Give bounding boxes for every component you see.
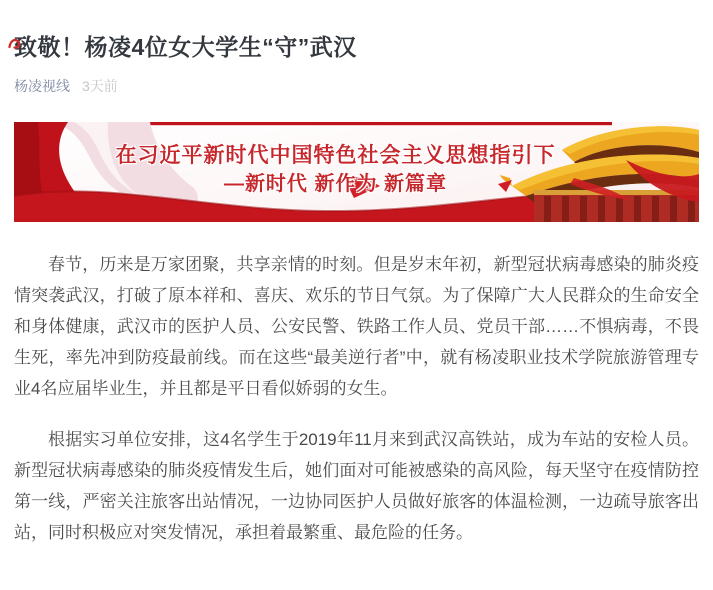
article-paragraph-2: 根据实习单位安排，这4名学生于2019年11月来到武汉高铁站，成为车站的安检人员。新型冠状病毒感染的肺炎疫情发生后，她们面对可能被感染的高风险，每天坚守在疫情防控第一线，严密关注旅客出站情况，一边协同医护人员做好旅客的体温检测，一边疏导旅客出站，同时积极应对突发情况，承担着最繁重、最危险的任务。 bbox=[14, 430, 699, 542]
banner-slogan bbox=[84, 141, 587, 198]
red-scribble-mark bbox=[8, 37, 25, 51]
article-timestamp: 3天前 bbox=[82, 78, 118, 94]
banner-slogan-line1: 在习近平新时代中国特色社会主义思想指引下 bbox=[115, 144, 556, 167]
banner-slogan-line2: —新时代 新作为 新篇章 bbox=[223, 173, 448, 195]
article-source-link[interactable]: 杨凌视线 bbox=[14, 78, 70, 94]
banner-image bbox=[14, 122, 699, 222]
article-paragraph-1: 春节，历来是万家团聚，共享亲情的时刻。但是岁末年初，新型冠状病毒感染的肺炎疫情突袭武汉，打破了原本祥和、喜庆、欢乐的节日气氛。为了保障广大人民群众的生命安全和身体健康，武汉市的医护人员、公安民警、铁路工作人员、党员干部……不惧病毒，不畏生死，率先冲到防疫最前线。而在这些“最美逆行者”中，就有杨凌职业技术学院旅游管理专业4名应届毕业生，并且都是平日看似娇弱的女生。 bbox=[14, 255, 699, 398]
article-title: 致敬！杨凌4位女大学生“守”武汉 bbox=[14, 34, 357, 60]
byline bbox=[14, 77, 699, 95]
article-body bbox=[14, 249, 699, 548]
article-page bbox=[0, 33, 713, 548]
